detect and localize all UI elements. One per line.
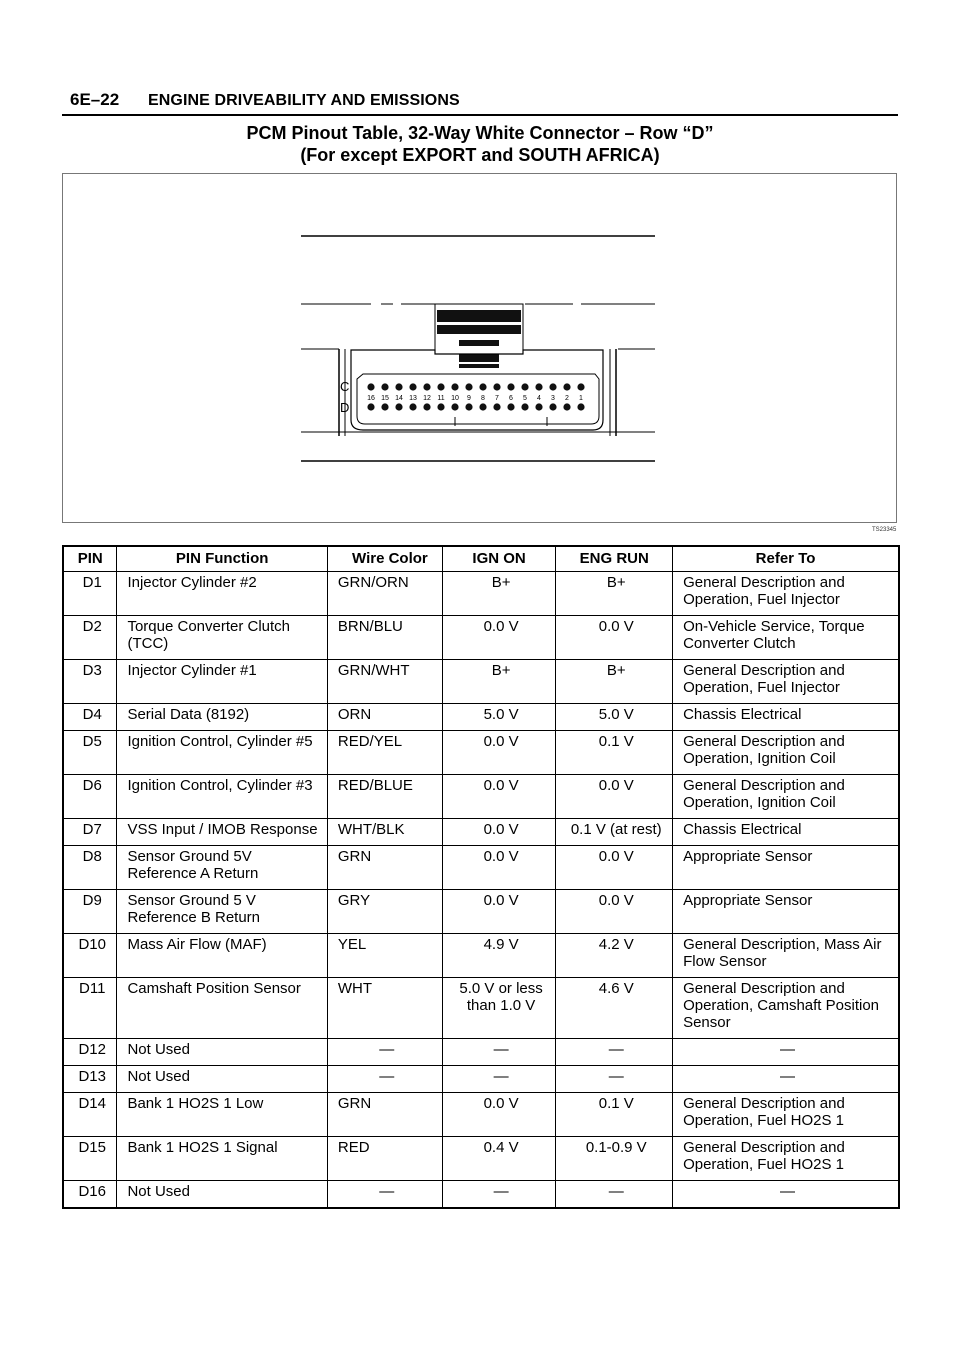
table-row [63,890,899,934]
table-row [63,819,899,846]
cell-eng-run: 5.0 V [556,704,673,731]
cell-pin: D16 [63,1181,117,1209]
pin-number: 14 [395,395,403,402]
cell-pin: D11 [63,978,117,1039]
header-wire-color: Wire Color [327,546,442,572]
cell-eng-run: 0.1-0.9 V [556,1137,673,1181]
cell-pin: D2 [63,616,117,660]
cell-refer-to: General Description and Operation, Fuel HO2S 1 [673,1137,899,1181]
cell-pin: D15 [63,1137,117,1181]
pin-number: 11 [437,395,445,402]
cell-pin: D9 [63,890,117,934]
cell-wire-color: — [327,1039,442,1066]
pin-number: 5 [523,395,527,402]
header-rule [62,114,898,116]
cell-pin: D6 [63,775,117,819]
figure-reference: TS23345 [872,527,897,533]
row-label-c: C [340,379,350,394]
header-eng-run: ENG RUN [556,546,673,572]
cell-ign-on: 5.0 V or less than 1.0 V [442,978,556,1039]
header-function: PIN Function [117,546,327,572]
cell-refer-to: Appropriate Sensor [673,846,899,890]
cell-function: Torque Converter Clutch (TCC) [117,616,327,660]
cell-wire-color: — [327,1181,442,1209]
cell-function: Sensor Ground 5 V Reference B Return [117,890,327,934]
cell-pin: D5 [63,731,117,775]
pin-number: 8 [481,395,485,402]
cell-wire-color: YEL [327,934,442,978]
cell-eng-run: — [556,1181,673,1209]
table-header-row [63,546,899,572]
pin-number: 16 [367,395,375,402]
table-row [63,616,899,660]
cell-eng-run: — [556,1066,673,1093]
cell-wire-color: RED [327,1137,442,1181]
pin-number: 4 [537,395,541,402]
cell-pin: D12 [63,1039,117,1066]
cell-pin: D7 [63,819,117,846]
table-row [63,1093,899,1137]
table-row [63,572,899,616]
row-label-d: D [340,400,350,415]
cell-refer-to: General Description, Mass Air Flow Sensor [673,934,899,978]
cell-pin: D10 [63,934,117,978]
title-line-1: PCM Pinout Table, 32-Way White Connector – Row “D” [246,123,714,143]
cell-function: VSS Input / IMOB Response [117,819,327,846]
pin-number: 13 [409,395,417,402]
cell-refer-to: Chassis Electrical [673,704,899,731]
cell-pin: D14 [63,1093,117,1137]
cell-wire-color: — [327,1066,442,1093]
cell-refer-to: General Description and Operation, Ignition Coil [673,775,899,819]
cell-ign-on: 0.0 V [442,1093,556,1137]
table-row [63,731,899,775]
cell-refer-to: General Description and Operation, Camshaft Position Sensor [673,978,899,1039]
pin-number: 6 [509,395,513,402]
cell-eng-run: — [556,1039,673,1066]
header-refer-to: Refer To [673,546,899,572]
cell-wire-color: GRN/WHT [327,660,442,704]
cell-ign-on: 5.0 V [442,704,556,731]
cell-pin: D3 [63,660,117,704]
cell-wire-color: RED/YEL [327,731,442,775]
title-line-2: (For except EXPORT and SOUTH AFRICA) [300,145,660,165]
cell-function: Not Used [117,1181,327,1209]
cell-eng-run: 0.0 V [556,775,673,819]
cell-wire-color: ORN [327,704,442,731]
cell-function: Ignition Control, Cylinder #5 [117,731,327,775]
cell-wire-color: WHT [327,978,442,1039]
pin-number: 15 [381,395,389,402]
section-title: ENGINE DRIVEABILITY AND EMISSIONS [148,92,460,109]
table-row [63,1137,899,1181]
cell-ign-on: 0.0 V [442,775,556,819]
pin-number: 10 [451,395,459,402]
cell-eng-run: 0.0 V [556,846,673,890]
cell-refer-to: — [673,1066,899,1093]
pin-number: 9 [467,395,471,402]
cell-refer-to: Appropriate Sensor [673,890,899,934]
pin-number: 7 [495,395,499,402]
cell-function: Injector Cylinder #1 [117,660,327,704]
pin-number: 3 [551,395,555,402]
cell-wire-color: WHT/BLK [327,819,442,846]
table-row [63,1066,899,1093]
cell-pin: D1 [63,572,117,616]
cell-ign-on: 4.9 V [442,934,556,978]
cell-function: Sensor Ground 5V Reference A Return [117,846,327,890]
cell-ign-on: 0.0 V [442,731,556,775]
cell-eng-run: 0.1 V [556,731,673,775]
cell-ign-on: 0.0 V [442,846,556,890]
cell-function: Camshaft Position Sensor [117,978,327,1039]
cell-refer-to: — [673,1039,899,1066]
cell-eng-run: B+ [556,572,673,616]
cell-ign-on: B+ [442,572,556,616]
cell-ign-on: — [442,1066,556,1093]
cell-function: Bank 1 HO2S 1 Signal [117,1137,327,1181]
cell-eng-run: B+ [556,660,673,704]
cell-function: Not Used [117,1066,327,1093]
cell-pin: D8 [63,846,117,890]
pin-number: 2 [565,395,569,402]
cell-refer-to: General Description and Operation, Fuel Injector [673,572,899,616]
cell-refer-to: — [673,1181,899,1209]
cell-function: Mass Air Flow (MAF) [117,934,327,978]
cell-wire-color: RED/BLUE [327,775,442,819]
cell-eng-run: 0.0 V [556,890,673,934]
connector-figure [62,173,897,523]
header-ign-on: IGN ON [442,546,556,572]
page-title [62,122,898,166]
cell-ign-on: 0.0 V [442,890,556,934]
pin-number: 12 [423,395,431,402]
table-row [63,1181,899,1209]
cell-function: Injector Cylinder #2 [117,572,327,616]
cell-eng-run: 0.1 V [556,1093,673,1137]
table-row [63,704,899,731]
cell-function: Ignition Control, Cylinder #3 [117,775,327,819]
cell-eng-run: 0.1 V (at rest) [556,819,673,846]
cell-wire-color: GRN [327,846,442,890]
table-row [63,934,899,978]
cell-function: Bank 1 HO2S 1 Low [117,1093,327,1137]
pinout-table [62,545,900,1209]
cell-wire-color: GRN [327,1093,442,1137]
cell-eng-run: 4.6 V [556,978,673,1039]
cell-wire-color: GRY [327,890,442,934]
cell-refer-to: General Description and Operation, Fuel HO2S 1 [673,1093,899,1137]
table-row [63,1039,899,1066]
cell-wire-color: GRN/ORN [327,572,442,616]
cell-wire-color: BRN/BLU [327,616,442,660]
table-row [63,775,899,819]
header-pin: PIN [63,546,117,572]
cell-ign-on: B+ [442,660,556,704]
cell-refer-to: General Description and Operation, Fuel Injector [673,660,899,704]
cell-refer-to: Chassis Electrical [673,819,899,846]
cell-function: Serial Data (8192) [117,704,327,731]
pin-number: 1 [579,395,583,402]
page-number: 6E–22 [70,90,120,109]
table-row [63,978,899,1039]
table-row [63,846,899,890]
cell-pin: D13 [63,1066,117,1093]
cell-ign-on: 0.4 V [442,1137,556,1181]
cell-ign-on: — [442,1181,556,1209]
cell-ign-on: 0.0 V [442,616,556,660]
cell-ign-on: — [442,1039,556,1066]
cell-refer-to: On-Vehicle Service, Torque Converter Clutch [673,616,899,660]
connector-diagram [63,174,896,522]
cell-eng-run: 0.0 V [556,616,673,660]
cell-pin: D4 [63,704,117,731]
table-row [63,660,899,704]
cell-eng-run: 4.2 V [556,934,673,978]
cell-refer-to: General Description and Operation, Ignition Coil [673,731,899,775]
cell-ign-on: 0.0 V [442,819,556,846]
cell-function: Not Used [117,1039,327,1066]
